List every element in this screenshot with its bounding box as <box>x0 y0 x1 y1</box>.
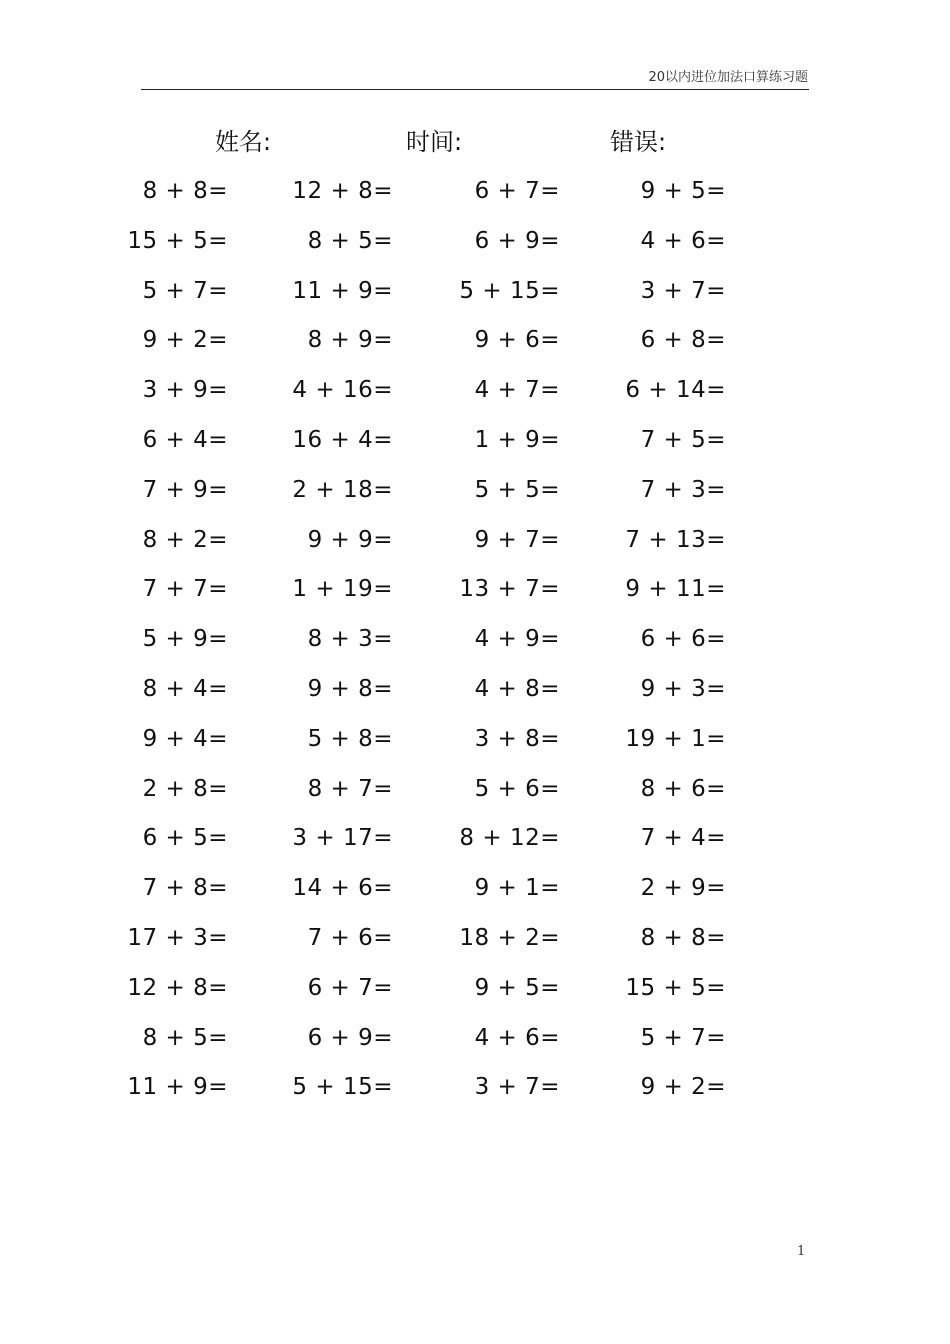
problem-r4-c1: 9 + 2= <box>142 327 228 353</box>
problem-r12-c4: 19 + 1= <box>625 726 726 752</box>
name-label: 姓名: <box>215 128 272 156</box>
problem-r7-c3: 5 + 5= <box>474 477 560 503</box>
problem-r16-c3: 18 + 2= <box>459 925 560 951</box>
problem-r1-c4: 9 + 5= <box>640 178 726 204</box>
problem-r18-c3: 4 + 6= <box>474 1025 560 1051</box>
problem-r4-c3: 9 + 6= <box>474 327 560 353</box>
problem-r7-c2: 2 + 18= <box>292 477 393 503</box>
problem-r11-c4: 9 + 3= <box>640 676 726 702</box>
problem-r5-c2: 4 + 16= <box>292 377 393 403</box>
problem-r3-c2: 11 + 9= <box>292 278 393 304</box>
problem-r17-c1: 12 + 8= <box>127 975 228 1001</box>
problem-r6-c2: 16 + 4= <box>292 427 393 453</box>
problem-r5-c3: 4 + 7= <box>474 377 560 403</box>
problem-r19-c4: 9 + 2= <box>640 1074 726 1100</box>
problem-r14-c2: 3 + 17= <box>292 825 393 851</box>
problem-r13-c4: 8 + 6= <box>640 776 726 802</box>
problem-r19-c1: 11 + 9= <box>127 1074 228 1100</box>
problem-r7-c4: 7 + 3= <box>640 477 726 503</box>
problem-r7-c1: 7 + 9= <box>142 477 228 503</box>
problem-r3-c1: 5 + 7= <box>142 278 228 304</box>
problem-r16-c1: 17 + 3= <box>127 925 228 951</box>
problem-r4-c2: 8 + 9= <box>307 327 393 353</box>
problem-r8-c2: 9 + 9= <box>307 527 393 553</box>
problem-r15-c4: 2 + 9= <box>640 875 726 901</box>
problem-r10-c4: 6 + 6= <box>640 626 726 652</box>
problem-r19-c3: 3 + 7= <box>474 1074 560 1100</box>
problem-r13-c1: 2 + 8= <box>142 776 228 802</box>
problem-r16-c4: 8 + 8= <box>640 925 726 951</box>
problem-r8-c4: 7 + 13= <box>625 527 726 553</box>
problem-r9-c1: 7 + 7= <box>142 576 228 602</box>
problem-r3-c3: 5 + 15= <box>459 278 560 304</box>
problem-r18-c4: 5 + 7= <box>640 1025 726 1051</box>
problem-r2-c2: 8 + 5= <box>307 228 393 254</box>
problem-r3-c4: 3 + 7= <box>640 278 726 304</box>
problem-r15-c1: 7 + 8= <box>142 875 228 901</box>
problem-r14-c4: 7 + 4= <box>640 825 726 851</box>
problem-r12-c2: 5 + 8= <box>307 726 393 752</box>
problem-r2-c1: 15 + 5= <box>127 228 228 254</box>
problem-r18-c1: 8 + 5= <box>142 1025 228 1051</box>
problem-r16-c2: 7 + 6= <box>307 925 393 951</box>
problem-r2-c4: 4 + 6= <box>640 228 726 254</box>
problem-r4-c4: 6 + 8= <box>640 327 726 353</box>
problem-r6-c4: 7 + 5= <box>640 427 726 453</box>
problem-r9-c2: 1 + 19= <box>292 576 393 602</box>
problem-r15-c3: 9 + 1= <box>474 875 560 901</box>
problem-r15-c2: 14 + 6= <box>292 875 393 901</box>
problem-r17-c3: 9 + 5= <box>474 975 560 1001</box>
page-number: 1 <box>797 1244 806 1259</box>
problem-r10-c3: 4 + 9= <box>474 626 560 652</box>
problem-r19-c2: 5 + 15= <box>292 1074 393 1100</box>
problem-r14-c1: 6 + 5= <box>142 825 228 851</box>
errors-label: 错误: <box>610 128 667 156</box>
problem-r13-c3: 5 + 6= <box>474 776 560 802</box>
problem-r11-c2: 9 + 8= <box>307 676 393 702</box>
problem-r12-c3: 3 + 8= <box>474 726 560 752</box>
problem-r17-c4: 15 + 5= <box>625 975 726 1001</box>
time-label: 时间: <box>406 128 463 156</box>
problem-r1-c1: 8 + 8= <box>142 178 228 204</box>
problem-r13-c2: 8 + 7= <box>307 776 393 802</box>
problem-r9-c4: 9 + 11= <box>625 576 726 602</box>
problem-r18-c2: 6 + 9= <box>307 1025 393 1051</box>
problem-r8-c3: 9 + 7= <box>474 527 560 553</box>
problem-r14-c3: 8 + 12= <box>459 825 560 851</box>
problem-r12-c1: 9 + 4= <box>142 726 228 752</box>
header-title: 20以内进位加法口算练习题 <box>648 70 808 85</box>
problem-r9-c3: 13 + 7= <box>459 576 560 602</box>
problem-r10-c1: 5 + 9= <box>142 626 228 652</box>
problem-r17-c2: 6 + 7= <box>307 975 393 1001</box>
header-rule <box>141 89 809 90</box>
problem-r6-c3: 1 + 9= <box>474 427 560 453</box>
problem-r8-c1: 8 + 2= <box>142 527 228 553</box>
problem-r1-c3: 6 + 7= <box>474 178 560 204</box>
problem-r5-c4: 6 + 14= <box>625 377 726 403</box>
problem-r1-c2: 12 + 8= <box>292 178 393 204</box>
problem-r2-c3: 6 + 9= <box>474 228 560 254</box>
problem-r11-c1: 8 + 4= <box>142 676 228 702</box>
problem-r5-c1: 3 + 9= <box>142 377 228 403</box>
problem-r6-c1: 6 + 4= <box>142 427 228 453</box>
problem-r11-c3: 4 + 8= <box>474 676 560 702</box>
problem-r10-c2: 8 + 3= <box>307 626 393 652</box>
